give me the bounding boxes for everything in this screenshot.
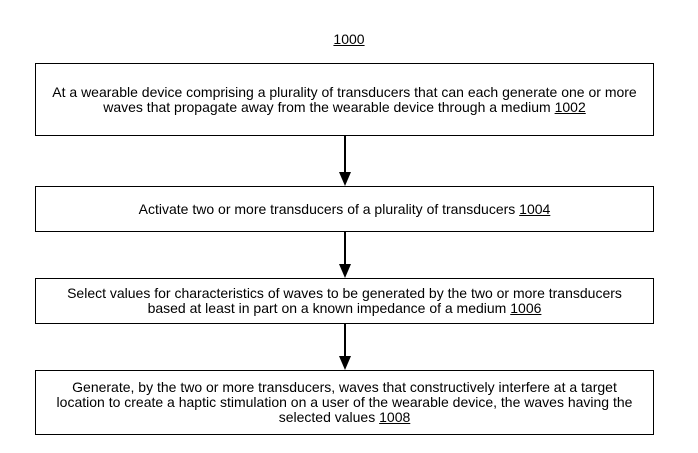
arrow-1006-to-1008 (339, 324, 351, 370)
arrow-1002-to-1004 (339, 136, 351, 186)
step-description: Generate, by the two or more transducers, waves that constructively interfere at a target location to create a haptic stimulation on a user of the wearable device, the waves having the selected values (56, 379, 633, 425)
step-reference-number: 1002 (554, 98, 586, 115)
arrow-1004-to-1006 (339, 232, 351, 278)
step-reference-number: 1004 (519, 200, 551, 217)
step-description: Activate two or more transducers of a plurality of transducers (138, 200, 516, 217)
step-description: Select values for characteristics of waves to be generated by the two or more transducers based at least in part on a known impedance of a medium (67, 285, 622, 316)
step-description: At a wearable device comprising a plurality of transducers that can each generate one or more waves that propagate away from the wearable device through a medium (52, 83, 637, 115)
figure-number: 1000 (333, 31, 365, 47)
step-reference-number: 1008 (379, 409, 411, 425)
step-reference-number: 1006 (510, 300, 542, 316)
